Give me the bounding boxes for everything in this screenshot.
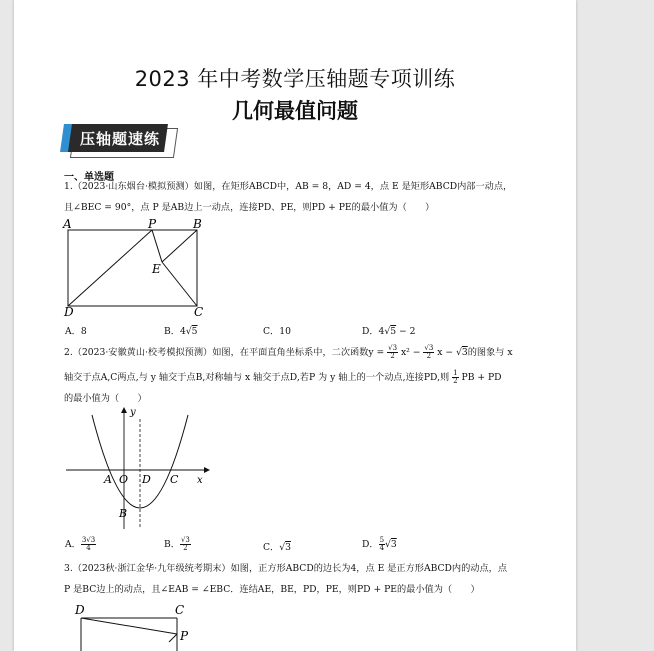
q1-label-C: C — [194, 305, 204, 318]
q2-option-a[interactable]: A． $\frac{3√3}{4}$ — [65, 536, 96, 552]
section-heading: 一、单选题 — [64, 172, 114, 183]
q3-line1: 3.（2023秋·浙江金华·九年级统考期末）如图，正方形ABCD的边长为4，点 E 是正方形ABCD内的动点，点 — [64, 563, 508, 574]
banner-text: 压轴题速练 — [80, 130, 161, 148]
q2-label-A: A — [104, 473, 112, 486]
q2-option-b[interactable]: B． $\frac{√3}{2}$ — [164, 536, 190, 552]
q1-rectangle — [68, 230, 197, 306]
q2-option-c[interactable]: C．√3 — [263, 542, 291, 553]
q2-line1: 2.（2023·安徽黄山·校考模拟预测）如图，在平面直角坐标系中，二次函数y = $\frac{√3}{2}$ x² − $\frac{√3}{2}$ x − √3的图象与 x — [64, 344, 513, 360]
document-title: 2023 年中考数学压轴题专项训练 — [134, 67, 456, 91]
section-banner — [66, 124, 174, 158]
q1-option-a[interactable]: A．8 — [65, 326, 87, 337]
q2-line2: 轴交于点A,C两点,与 y 轴交于点B,对称轴与 x 轴交于点D,若P 为 y 轴上的一个动点,连接PD,则 $\frac{1}{2}$ PB + PD — [64, 369, 502, 385]
q3-label-C: C — [175, 603, 185, 617]
q1-label-P: P — [148, 218, 157, 231]
q1-figure — [62, 218, 222, 318]
q3-figure — [69, 602, 199, 651]
q1-line-EC — [162, 262, 197, 306]
q2-label-D: D — [142, 473, 151, 486]
q1-line2: 且∠BEC = 90°，点 P 是AB边上一动点，连接PD、PE，则PD + PE的最小值为（ ） — [64, 202, 435, 213]
q1-line-PD — [68, 230, 152, 306]
q1-line-BE — [162, 230, 197, 262]
q1-label-D: D — [64, 305, 74, 318]
q1-option-c[interactable]: C．10 — [263, 326, 291, 337]
q1-label-B: B — [193, 218, 202, 231]
q2-label-y: y — [130, 407, 136, 418]
q3-label-D: D — [75, 603, 85, 617]
q2-label-x: x — [197, 475, 203, 486]
q2-option-d[interactable]: D． $\frac{5}{4}$ √3 — [362, 536, 397, 552]
q2-line3: 的最小值为（ ） — [64, 393, 147, 404]
q3-line-DP — [81, 618, 177, 634]
q3-line2: P 是BC边上的动点，且∠EAB = ∠EBC．连结AE，BE，PD，PE，则PD + PE的最小值为（ ） — [64, 584, 480, 595]
q1-option-d[interactable]: D．4√5 − 2 — [362, 326, 416, 337]
q3-line-PE — [169, 634, 177, 642]
document-page — [14, 0, 576, 651]
q2-label-C: C — [170, 473, 179, 486]
q2-label-B: B — [119, 507, 128, 520]
q2-figure — [62, 405, 212, 533]
q1-label-A: A — [63, 218, 72, 231]
document-subtitle: 几何最值问题 — [232, 99, 358, 123]
q3-label-P: P — [180, 629, 189, 643]
q1-option-b[interactable]: B．4√5 — [164, 326, 198, 337]
q1-line1: 1.（2023·山东烟台·模拟预测）如图，在矩形ABCD中，AB = 8，AD = 4，点 E 是矩形ABCD内部一动点， — [64, 181, 513, 192]
q1-line-PE — [152, 230, 162, 262]
q2-label-O: O — [119, 473, 129, 486]
q1-label-E: E — [152, 262, 161, 276]
